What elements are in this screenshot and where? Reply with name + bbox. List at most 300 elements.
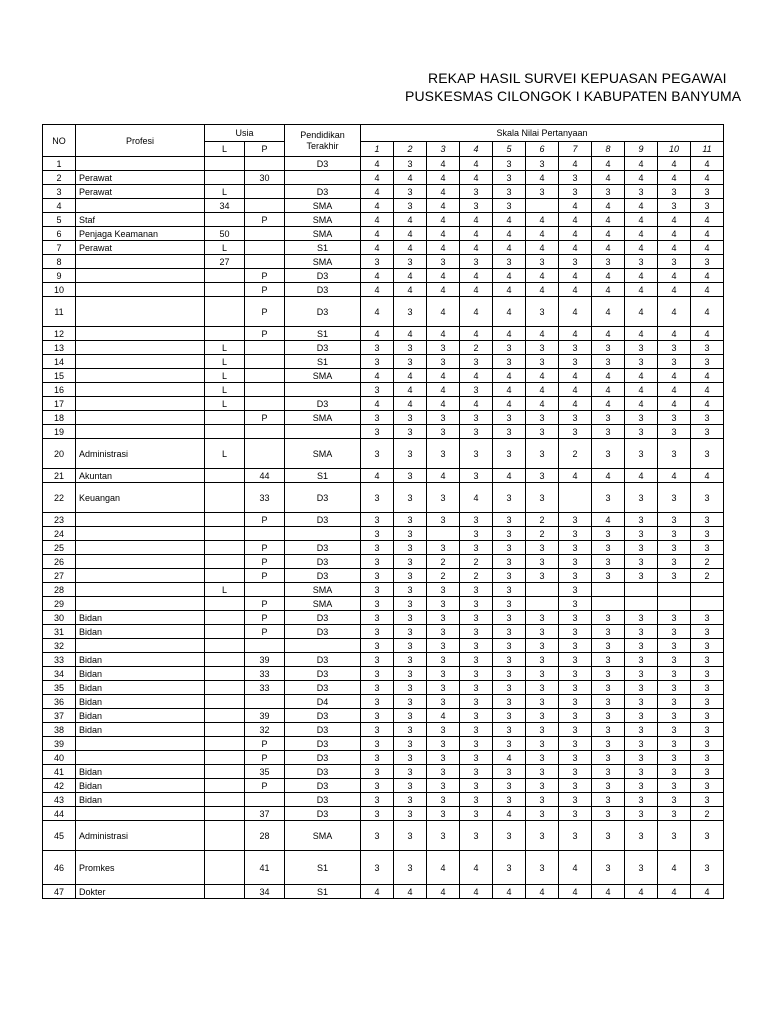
row-score: 3 (526, 255, 559, 269)
row-score (526, 597, 559, 611)
row-score: 3 (592, 355, 625, 369)
document-title-line1: REKAP HASIL SURVEI KEPUASAN PEGAWAI (428, 70, 727, 86)
row-score: 4 (493, 383, 526, 397)
row-score: 3 (691, 541, 724, 555)
row-pendidikan: D3 (285, 269, 361, 283)
row-score: 3 (460, 709, 493, 723)
table-row (43, 355, 724, 369)
table-row (43, 269, 724, 283)
table-row (43, 597, 724, 611)
table-row (43, 411, 724, 425)
table-row (43, 469, 724, 483)
row-score: 4 (658, 369, 691, 383)
header-usia-l: L (205, 142, 245, 157)
row-usia-p (245, 527, 285, 541)
row-score: 3 (427, 681, 460, 695)
row-score: 4 (625, 269, 658, 283)
row-no: 31 (43, 625, 76, 639)
table-row (43, 513, 724, 527)
row-score: 4 (625, 469, 658, 483)
row-no: 47 (43, 885, 76, 899)
row-profesi (76, 341, 205, 355)
table-row (43, 383, 724, 397)
row-score: 3 (526, 469, 559, 483)
row-score: 4 (691, 327, 724, 341)
row-score: 4 (427, 213, 460, 227)
row-score: 4 (559, 241, 592, 255)
row-score: 3 (691, 483, 724, 513)
row-no: 40 (43, 751, 76, 765)
row-score: 2 (460, 569, 493, 583)
row-score: 4 (691, 241, 724, 255)
row-no: 3 (43, 185, 76, 199)
header-question: 1 (361, 142, 394, 157)
row-pendidikan: S1 (285, 885, 361, 899)
row-score: 4 (427, 241, 460, 255)
row-score: 3 (394, 483, 427, 513)
row-score: 4 (592, 199, 625, 213)
row-score: 3 (427, 793, 460, 807)
row-pendidikan: D3 (285, 779, 361, 793)
row-score: 4 (559, 469, 592, 483)
row-score: 4 (559, 885, 592, 899)
row-score: 4 (427, 199, 460, 213)
row-score: 3 (493, 779, 526, 793)
row-score: 3 (658, 681, 691, 695)
row-score: 3 (361, 483, 394, 513)
header-question: 2 (394, 142, 427, 157)
row-score: 3 (658, 723, 691, 737)
row-profesi (76, 737, 205, 751)
row-usia-l: L (205, 369, 245, 383)
row-score: 3 (427, 751, 460, 765)
row-score: 3 (493, 639, 526, 653)
row-profesi (76, 527, 205, 541)
row-score: 3 (658, 185, 691, 199)
row-usia-l (205, 639, 245, 653)
row-usia-p: P (245, 327, 285, 341)
table-row (43, 241, 724, 255)
row-score: 3 (691, 765, 724, 779)
row-score: 3 (625, 807, 658, 821)
row-usia-l (205, 425, 245, 439)
row-score: 3 (493, 513, 526, 527)
table-row (43, 369, 724, 383)
row-usia-p: 37 (245, 807, 285, 821)
row-score: 3 (559, 171, 592, 185)
row-profesi: Administrasi (76, 439, 205, 469)
row-score: 4 (526, 213, 559, 227)
row-score: 4 (427, 369, 460, 383)
row-score: 3 (427, 541, 460, 555)
row-score: 3 (394, 541, 427, 555)
row-usia-p: 33 (245, 667, 285, 681)
row-usia-p: P (245, 597, 285, 611)
row-score: 3 (361, 597, 394, 611)
row-usia-l (205, 483, 245, 513)
row-score: 3 (394, 793, 427, 807)
row-score: 3 (394, 157, 427, 171)
header-skala: Skala Nilai Pertanyaan (361, 125, 724, 142)
table-row (43, 255, 724, 269)
row-score: 3 (625, 341, 658, 355)
row-score: 4 (691, 369, 724, 383)
row-pendidikan: D3 (285, 751, 361, 765)
row-score: 3 (427, 425, 460, 439)
row-score: 4 (394, 269, 427, 283)
row-usia-p: 32 (245, 723, 285, 737)
row-usia-l: 50 (205, 227, 245, 241)
row-no: 27 (43, 569, 76, 583)
row-score: 3 (394, 297, 427, 327)
row-score: 3 (394, 681, 427, 695)
row-score: 3 (625, 513, 658, 527)
row-score: 4 (394, 397, 427, 411)
row-pendidikan (285, 527, 361, 541)
row-pendidikan: D3 (285, 765, 361, 779)
row-score: 4 (427, 469, 460, 483)
row-score: 3 (658, 639, 691, 653)
row-usia-l (205, 297, 245, 327)
row-score: 3 (493, 667, 526, 681)
row-score: 3 (592, 555, 625, 569)
row-score: 3 (691, 625, 724, 639)
row-score: 4 (427, 851, 460, 885)
row-score: 4 (691, 269, 724, 283)
row-no: 2 (43, 171, 76, 185)
row-score: 3 (658, 411, 691, 425)
row-profesi (76, 639, 205, 653)
row-score: 3 (361, 425, 394, 439)
row-usia-p (245, 425, 285, 439)
row-pendidikan: D3 (285, 737, 361, 751)
row-score: 3 (394, 513, 427, 527)
row-score: 3 (427, 653, 460, 667)
row-profesi (76, 555, 205, 569)
row-score: 3 (526, 157, 559, 171)
row-score: 3 (592, 807, 625, 821)
row-score: 3 (625, 541, 658, 555)
table-row (43, 885, 724, 899)
row-no: 18 (43, 411, 76, 425)
row-score: 4 (394, 327, 427, 341)
row-score: 3 (691, 639, 724, 653)
row-score: 4 (361, 269, 394, 283)
row-score: 3 (394, 569, 427, 583)
row-score: 4 (427, 297, 460, 327)
row-profesi (76, 397, 205, 411)
row-pendidikan: S1 (285, 241, 361, 255)
row-pendidikan: D3 (285, 793, 361, 807)
row-score: 2 (691, 555, 724, 569)
row-score: 3 (625, 611, 658, 625)
row-pendidikan: S1 (285, 327, 361, 341)
row-pendidikan: D3 (285, 709, 361, 723)
row-score: 3 (526, 681, 559, 695)
row-score: 4 (691, 227, 724, 241)
row-usia-p (245, 383, 285, 397)
row-score: 4 (625, 397, 658, 411)
row-score: 3 (361, 527, 394, 541)
row-score: 4 (361, 171, 394, 185)
row-usia-l (205, 885, 245, 899)
row-score: 3 (361, 513, 394, 527)
row-score: 3 (526, 611, 559, 625)
row-pendidikan: S1 (285, 355, 361, 369)
row-usia-p (245, 793, 285, 807)
row-no: 34 (43, 667, 76, 681)
row-score: 3 (658, 541, 691, 555)
row-score: 4 (559, 397, 592, 411)
row-score: 3 (427, 821, 460, 851)
row-score: 3 (526, 751, 559, 765)
row-score: 4 (394, 227, 427, 241)
row-score: 4 (592, 269, 625, 283)
row-score: 3 (526, 765, 559, 779)
row-score: 3 (559, 695, 592, 709)
row-score: 3 (460, 199, 493, 213)
row-score: 4 (493, 885, 526, 899)
row-score: 3 (625, 185, 658, 199)
table-row (43, 625, 724, 639)
row-profesi (76, 597, 205, 611)
row-score: 3 (427, 695, 460, 709)
row-score: 3 (625, 625, 658, 639)
row-score: 4 (592, 227, 625, 241)
row-no: 20 (43, 439, 76, 469)
row-score: 4 (361, 297, 394, 327)
row-score: 3 (460, 439, 493, 469)
row-score: 2 (460, 555, 493, 569)
row-score: 3 (427, 483, 460, 513)
row-score: 4 (592, 283, 625, 297)
table-row (43, 765, 724, 779)
row-score: 3 (526, 411, 559, 425)
row-score: 3 (460, 583, 493, 597)
row-score: 4 (361, 283, 394, 297)
row-score: 4 (592, 213, 625, 227)
table-row (43, 185, 724, 199)
row-score: 3 (592, 439, 625, 469)
row-usia-p: 35 (245, 765, 285, 779)
row-score: 4 (493, 241, 526, 255)
row-score: 3 (691, 255, 724, 269)
row-no: 22 (43, 483, 76, 513)
row-profesi (76, 355, 205, 369)
header-pendidikan-line2: Terakhir (306, 140, 339, 151)
row-score: 3 (526, 625, 559, 639)
row-score: 3 (427, 611, 460, 625)
row-usia-l (205, 283, 245, 297)
row-profesi (76, 513, 205, 527)
row-no: 45 (43, 821, 76, 851)
row-pendidikan: D3 (285, 283, 361, 297)
row-score: 3 (625, 355, 658, 369)
header-question: 8 (592, 142, 625, 157)
row-score: 3 (493, 681, 526, 695)
row-profesi: Penjaga Keamanan (76, 227, 205, 241)
row-score: 3 (592, 185, 625, 199)
row-score: 4 (427, 157, 460, 171)
row-score: 3 (460, 723, 493, 737)
row-score: 3 (526, 297, 559, 327)
row-usia-l (205, 513, 245, 527)
row-score: 2 (526, 513, 559, 527)
row-score: 4 (361, 369, 394, 383)
row-score: 3 (658, 695, 691, 709)
row-score: 4 (691, 297, 724, 327)
row-score: 4 (625, 199, 658, 213)
row-score: 3 (493, 185, 526, 199)
row-score: 4 (526, 283, 559, 297)
row-score: 3 (691, 611, 724, 625)
row-score: 3 (625, 681, 658, 695)
row-score: 3 (394, 425, 427, 439)
row-score: 4 (427, 327, 460, 341)
row-score: 3 (394, 709, 427, 723)
row-score: 4 (526, 885, 559, 899)
row-pendidikan: SMA (285, 213, 361, 227)
row-pendidikan (285, 383, 361, 397)
row-score: 3 (658, 625, 691, 639)
header-question: 10 (658, 142, 691, 157)
row-score: 4 (394, 885, 427, 899)
row-score: 4 (493, 807, 526, 821)
table-row (43, 439, 724, 469)
row-score: 3 (592, 569, 625, 583)
row-score: 3 (559, 411, 592, 425)
row-score: 3 (427, 513, 460, 527)
row-usia-l: L (205, 583, 245, 597)
row-score: 3 (559, 723, 592, 737)
row-usia-l (205, 723, 245, 737)
row-score: 3 (394, 185, 427, 199)
row-score: 3 (394, 765, 427, 779)
row-score: 4 (460, 213, 493, 227)
row-score: 4 (559, 283, 592, 297)
row-usia-l (205, 541, 245, 555)
row-score: 3 (427, 639, 460, 653)
row-score: 3 (427, 723, 460, 737)
row-score: 3 (394, 851, 427, 885)
row-score (526, 583, 559, 597)
row-score: 4 (427, 397, 460, 411)
table-row (43, 157, 724, 171)
row-score: 3 (394, 255, 427, 269)
row-profesi: Bidan (76, 681, 205, 695)
row-score: 3 (361, 355, 394, 369)
row-profesi: Bidan (76, 625, 205, 639)
row-score: 3 (361, 765, 394, 779)
row-score: 4 (427, 283, 460, 297)
row-score: 3 (658, 527, 691, 541)
row-score: 3 (493, 411, 526, 425)
row-usia-l: L (205, 185, 245, 199)
row-score: 3 (592, 709, 625, 723)
row-score: 4 (394, 383, 427, 397)
row-score: 3 (427, 341, 460, 355)
row-score: 3 (460, 185, 493, 199)
row-score: 3 (493, 709, 526, 723)
row-score: 3 (658, 425, 691, 439)
row-score: 3 (427, 439, 460, 469)
row-score: 3 (559, 737, 592, 751)
row-score: 3 (691, 341, 724, 355)
row-score (625, 597, 658, 611)
table-row (43, 709, 724, 723)
row-usia-l: L (205, 241, 245, 255)
row-score: 3 (691, 527, 724, 541)
row-usia-p (245, 583, 285, 597)
row-score: 4 (427, 171, 460, 185)
row-no: 37 (43, 709, 76, 723)
row-score: 4 (460, 171, 493, 185)
row-usia-p (245, 199, 285, 213)
row-usia-p: 39 (245, 653, 285, 667)
row-score: 3 (526, 779, 559, 793)
row-usia-l (205, 555, 245, 569)
row-score: 3 (658, 807, 691, 821)
row-usia-l (205, 667, 245, 681)
row-score: 4 (460, 241, 493, 255)
row-usia-p (245, 157, 285, 171)
table-row (43, 821, 724, 851)
row-usia-l (205, 821, 245, 851)
row-pendidikan: D3 (285, 625, 361, 639)
row-score: 3 (526, 483, 559, 513)
row-score: 3 (592, 737, 625, 751)
row-score (691, 583, 724, 597)
row-usia-l (205, 807, 245, 821)
row-score: 4 (658, 469, 691, 483)
row-profesi (76, 541, 205, 555)
row-score: 3 (526, 709, 559, 723)
row-score: 3 (460, 737, 493, 751)
row-score: 3 (625, 695, 658, 709)
row-no: 1 (43, 157, 76, 171)
row-no: 35 (43, 681, 76, 695)
row-profesi (76, 283, 205, 297)
row-score: 3 (394, 723, 427, 737)
row-score: 3 (559, 597, 592, 611)
row-score: 4 (691, 885, 724, 899)
row-profesi: Bidan (76, 667, 205, 681)
row-score: 3 (691, 779, 724, 793)
row-usia-p: 30 (245, 171, 285, 185)
row-usia-l (205, 625, 245, 639)
row-pendidikan: D3 (285, 541, 361, 555)
table-row (43, 681, 724, 695)
row-profesi: Bidan (76, 779, 205, 793)
row-score: 3 (460, 469, 493, 483)
row-pendidikan: SMA (285, 199, 361, 213)
row-usia-p: P (245, 283, 285, 297)
row-usia-l: L (205, 397, 245, 411)
header-pendidikan (285, 125, 361, 157)
row-usia-p (245, 695, 285, 709)
row-score: 3 (658, 355, 691, 369)
row-score: 4 (493, 469, 526, 483)
row-usia-p: 39 (245, 709, 285, 723)
row-score: 3 (559, 653, 592, 667)
row-no: 6 (43, 227, 76, 241)
row-score: 3 (526, 723, 559, 737)
row-score: 3 (691, 821, 724, 851)
row-score: 4 (592, 297, 625, 327)
table-row (43, 639, 724, 653)
row-usia-l (205, 611, 245, 625)
row-score: 3 (559, 527, 592, 541)
